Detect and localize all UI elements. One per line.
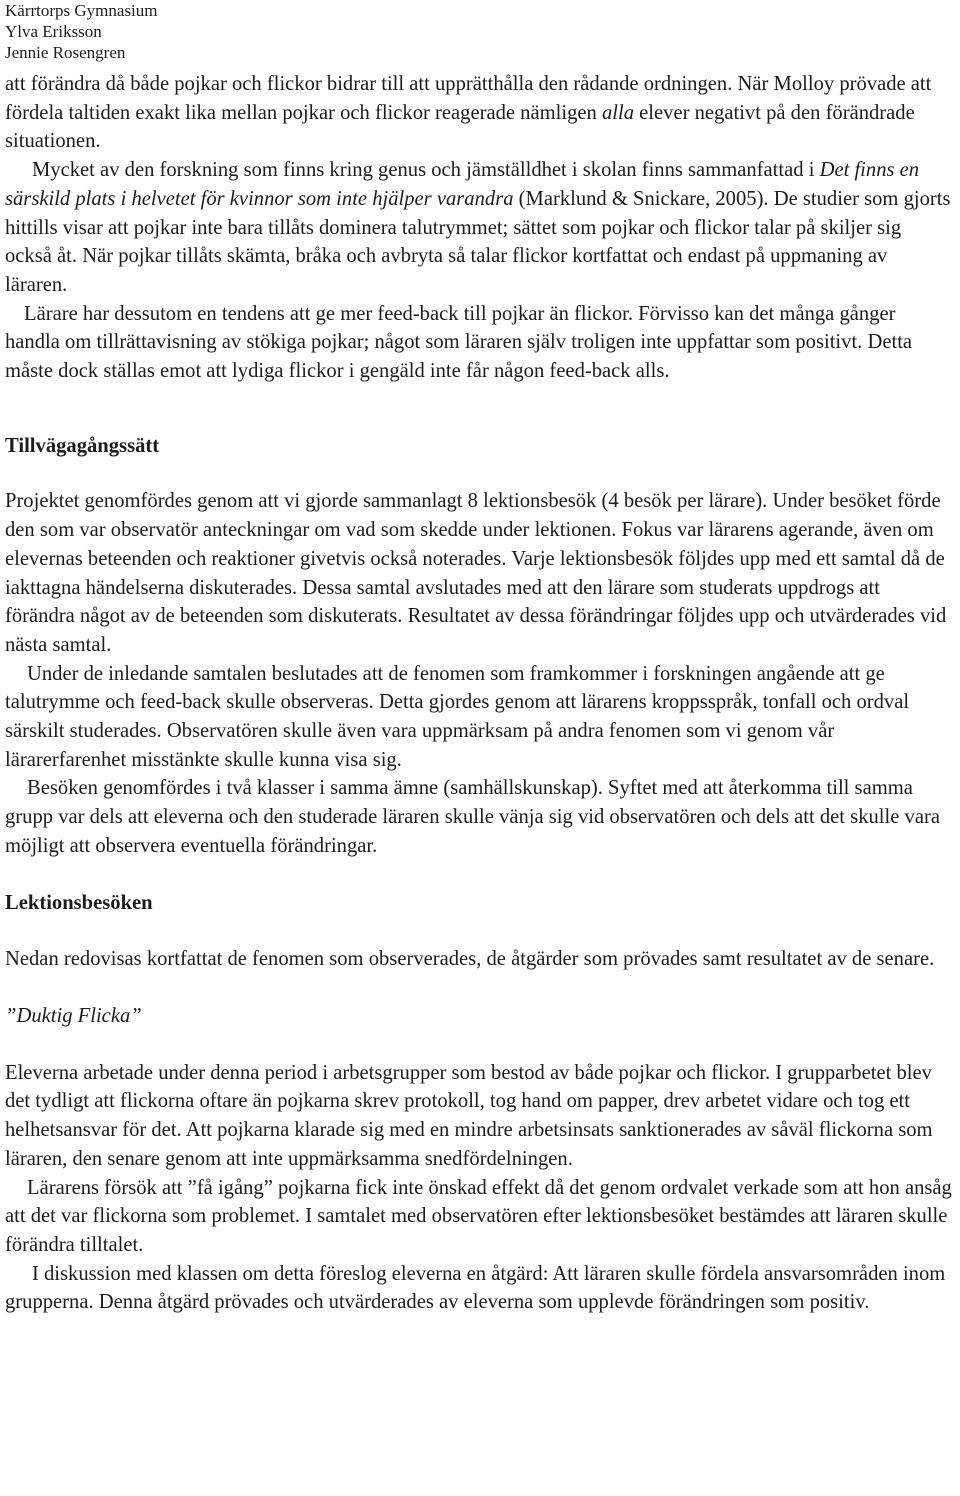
document-page — [5, 0, 953, 1317]
paragraph: Nedan redovisas kortfattat de fenomen som observerades, de åtgärder som prövades samt resultatet av de senare. — [5, 948, 935, 971]
author-name: Ylva Eriksson — [5, 22, 102, 41]
paragraph: Under de inledande samtalen beslutades att de fenomen som framkommer i forskningen angående att ge talutrymme och feed-back skulle observeras. Detta gjordes genom att lärarens kroppsspråk, tonfall och ordval särskilt studerades. Observatören skulle även vara uppmärksam på andra fenomen som vi genom vår lärarerfarenhet misstänkte skulle kunna visa sig. — [5, 662, 910, 771]
paragraph: Lärarens försök att ”få igång” pojkarna fick inte önskad effekt då det genom ordvalet verkade som att hon ansåg att det var flickorna som problemet. I samtalet med observatören efter lektionsbesöket bestämdes att läraren skulle förändra tilltalet. — [5, 1176, 952, 1256]
section-heading: Lektionsbesöken — [5, 891, 153, 914]
paragraph: att förändra då både pojkar och flickor bidrar till att upprätthålla den rådande ordningen. När Molloy prövade att fördela taltiden exakt lika mellan pojkar och flickor reagerade nämligen alla elever negativt på den förändrade situationen. — [5, 73, 932, 153]
section-heading: Tillvägagångssätt — [5, 434, 160, 457]
paragraph: Besöken genomfördes i två klasser i samma ämne (samhällskunskap). Syftet med att återkomma till samma grupp var dels att eleverna och den studerade läraren skulle vänja sig vid observatören och dels att det skulle vara möjligt att observera eventuella förändringar. — [5, 777, 940, 857]
paragraph: Eleverna arbetade under denna period i arbetsgrupper som bestod av både pojkar och flickor. I grupparbetet blev det tydligt att flickorna oftare än pojkarna skrev protokoll, tog hand om papper, drev arbetet vidare och tog ett helhetsansvar för det. Att pojkarna klarade sig med en mindre arbetsinsats sanktionerades av såväl flickorna som läraren, den senare genom att inte uppmärksamma snedfördelningen. — [5, 1061, 933, 1170]
page-header — [5, 0, 953, 63]
paragraph: Projektet genomfördes genom att vi gjorde sammanlagt 8 lektionsbesök (4 besök per lärare). Under besöket förde den som var observatör anteckningar om vad som skedde under lektionen. Fokus var lärarens agerande, även om elevernas beteenden och reaktioner givetvis också noterades. Varje lektionsbesök följdes upp med ett samtal då de iakttagna händelserna diskuterades. Dessa samtal avslutades med att den lärare som studerats uppdrogs att förändra något av de beteenden som diskuterats. Resultatet av dessa förändringar följdes upp och utvärderades vid nästa samtal. — [5, 490, 947, 656]
subsection-heading: ”Duktig Flicka” — [5, 1004, 142, 1027]
author-name: Jennie Rosengren — [5, 43, 126, 62]
document-body — [5, 70, 953, 1317]
paragraph: Mycket av den forskning som finns kring genus och jämställdhet i skolan finns sammanfattad i Det finns en särskild plats i helvetet för kvinnor som inte hjälper varandra (Marklund & Snickare, 2005). De studier som gjorts hittills visar att pojkar inte bara tillåts dominera talutrymmet; sättet som pojkar och flickor talar på skiljer sig också åt. När pojkar tillåts skämta, bråka och avbryta så talar flickor kortfattat och endast på uppmaning av läraren. — [5, 159, 951, 296]
school-name: Kärrtorps Gymnasium — [5, 1, 158, 20]
paragraph: I diskussion med klassen om detta föreslog eleverna en åtgärd: Att läraren skulle fördela ansvarsområden inom grupperna. Denna åtgärd prövades och utvärderades av eleverna som upplevde förändringen som positiv. — [5, 1262, 946, 1314]
paragraph: Lärare har dessutom en tendens att ge mer feed-back till pojkar än flickor. Förvisso kan det många gånger handla om tillrättavisning av stökiga pojkar; något som läraren själv troligen inte uppfattar som positivt. Detta måste dock ställas emot att lydiga flickor i gengäld inte får någon feed-back alls. — [5, 302, 913, 383]
